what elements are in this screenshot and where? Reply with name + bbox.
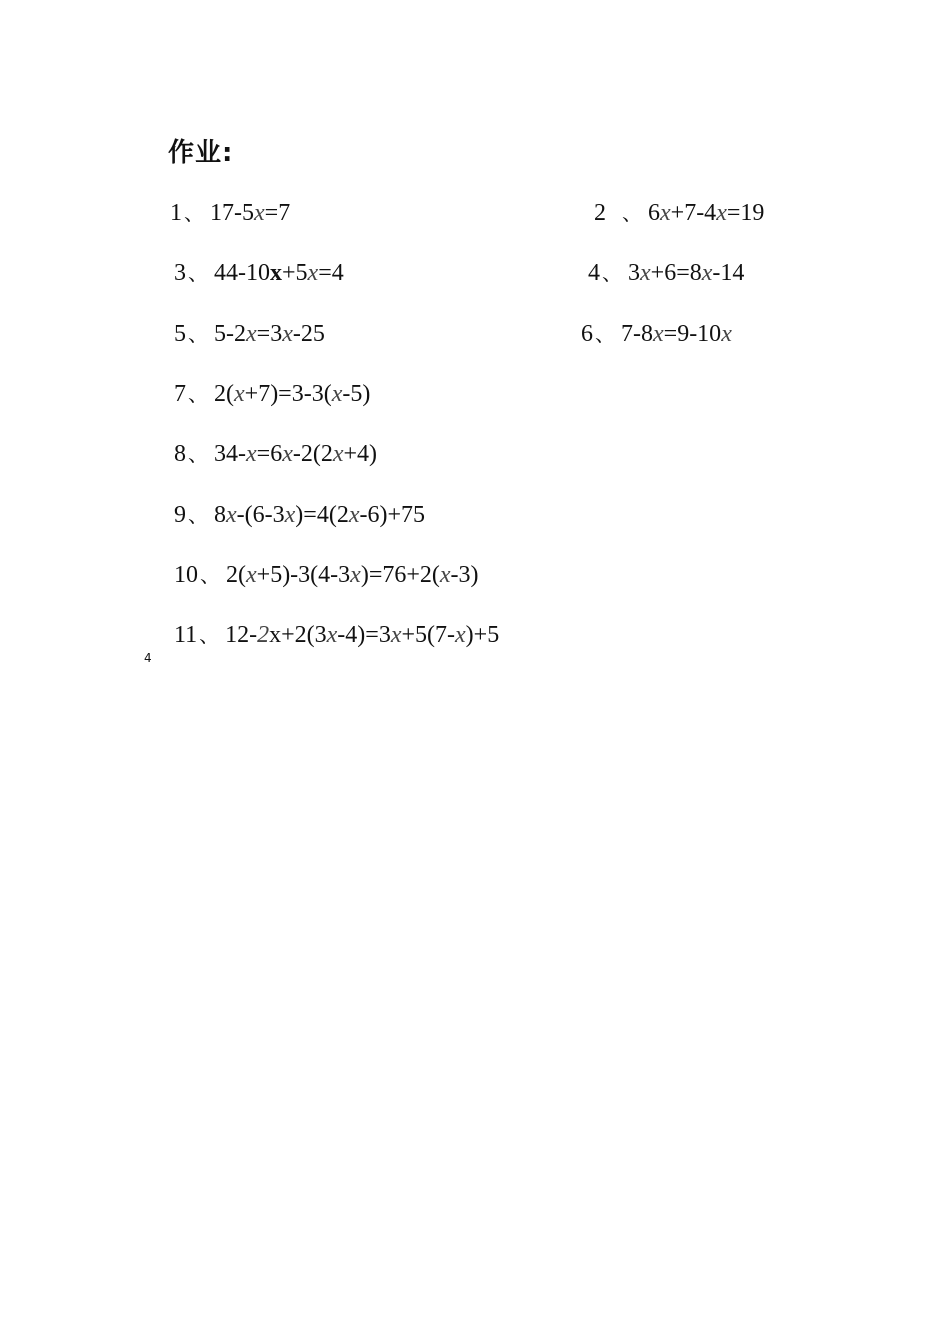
equation-text: )+5 [465,622,500,648]
equation [214,503,425,527]
equation-text: -4)=3 [337,622,391,648]
variable: x [307,260,319,286]
equation [210,201,290,225]
variable: x [282,321,293,347]
variable: x [326,622,338,648]
variable: x [270,260,282,286]
equation-text: 8 [214,502,226,528]
separator: 、 [200,563,220,587]
problem-7 [174,382,370,406]
equation-text: 7-8 [621,321,653,347]
equation-text: =9-10 [663,321,722,347]
equation-text: =19 [726,200,765,226]
equation-text: -5) [342,381,371,407]
problem-number: 2 [594,200,606,226]
equation-text: +6=8 [650,260,702,286]
problem-6 [581,322,732,346]
problem-number: 8 [174,441,186,467]
equation [648,201,764,225]
separator: 、 [188,322,208,346]
equation-text: =3 [256,321,283,347]
variable: x [246,441,257,467]
problem-number: 5 [174,321,186,347]
problem-number: 10 [174,562,198,588]
equation-text: =7 [264,200,291,226]
variable: x [721,321,732,347]
variable: x [234,381,245,407]
equation-text: 6 [648,200,660,226]
equation [226,563,479,587]
variable: x [640,260,651,286]
variable: x [246,562,257,588]
equation [214,382,370,406]
variable: x [226,502,237,528]
variable: x [331,381,343,407]
problem-11 [174,623,499,647]
equation-text: -14 [712,260,745,286]
equation-text: 2( [226,562,246,588]
variable: x [332,441,344,467]
separator: 、 [188,261,208,285]
equation [214,261,344,285]
equation-text: 44-10 [214,260,270,286]
separator: 、 [188,442,208,466]
variable: x [246,321,257,347]
equation-text: x+2(3 [269,622,327,648]
equation-text: +7)=3-3( [244,381,332,407]
equation-text: 12- [225,622,258,648]
problem-number: 4 [588,260,600,286]
problem-number: 1 [170,200,182,226]
problem-4 [588,261,744,285]
variable: x [660,200,671,226]
separator: 、 [595,322,615,346]
problem-10 [174,563,479,587]
equation-text: +5 [282,260,308,286]
equation [214,322,325,346]
equation-text: )=4(2 [295,502,349,528]
problem-3 [174,261,344,285]
variable: x [439,562,451,588]
separator: 、 [199,623,220,647]
problem-number: 6 [581,321,593,347]
equation-text: +5)-3(4-3 [256,562,351,588]
equation-text: )=76+2( [360,562,440,588]
equation [628,261,744,285]
problem-9 [174,503,425,527]
separator: 、 [622,201,642,225]
separator: 、 [184,201,204,225]
problem-number: 7 [174,381,186,407]
equation-text: -3) [450,562,479,588]
variable: x [701,260,713,286]
variable: 2 [257,622,270,648]
variable: x [282,441,293,467]
variable: x [455,622,466,648]
equation-text: -25 [292,321,325,347]
variable: x [348,502,360,528]
variable: x [653,321,664,347]
separator: 、 [602,261,622,285]
problem-8 [174,442,377,466]
page-title: 作业: [168,138,234,168]
equation [214,442,377,466]
problem-1 [170,201,290,225]
variable: x [716,200,727,226]
variable: x [350,562,361,588]
equation-text: -2(2 [292,441,333,467]
page-number: 4 [144,651,152,665]
equation-text: 3 [628,260,640,286]
variable: x [390,622,402,648]
equation-text: +4) [343,441,378,467]
equation [621,322,732,346]
equation-text: 17-5 [210,200,254,226]
problem-5 [174,322,325,346]
equation-text: -6)+75 [359,502,426,528]
equation-text: -(6-3 [236,502,285,528]
problem-2 [594,201,764,225]
equation-text: 5-2 [214,321,246,347]
separator: 、 [188,503,208,527]
problem-number: 11 [174,622,198,648]
problem-number: 9 [174,502,186,528]
equation-text: +5(7- [401,622,456,648]
problem-number: 3 [174,260,186,286]
equation [225,623,499,647]
equation-text: =4 [318,260,344,286]
equation-text: 34- [214,441,246,467]
equation-text: +7-4 [670,200,717,226]
separator: 、 [188,382,208,406]
variable: x [284,502,296,528]
equation-text: 2( [214,381,234,407]
variable: x [254,200,265,226]
equation-text: =6 [256,441,283,467]
